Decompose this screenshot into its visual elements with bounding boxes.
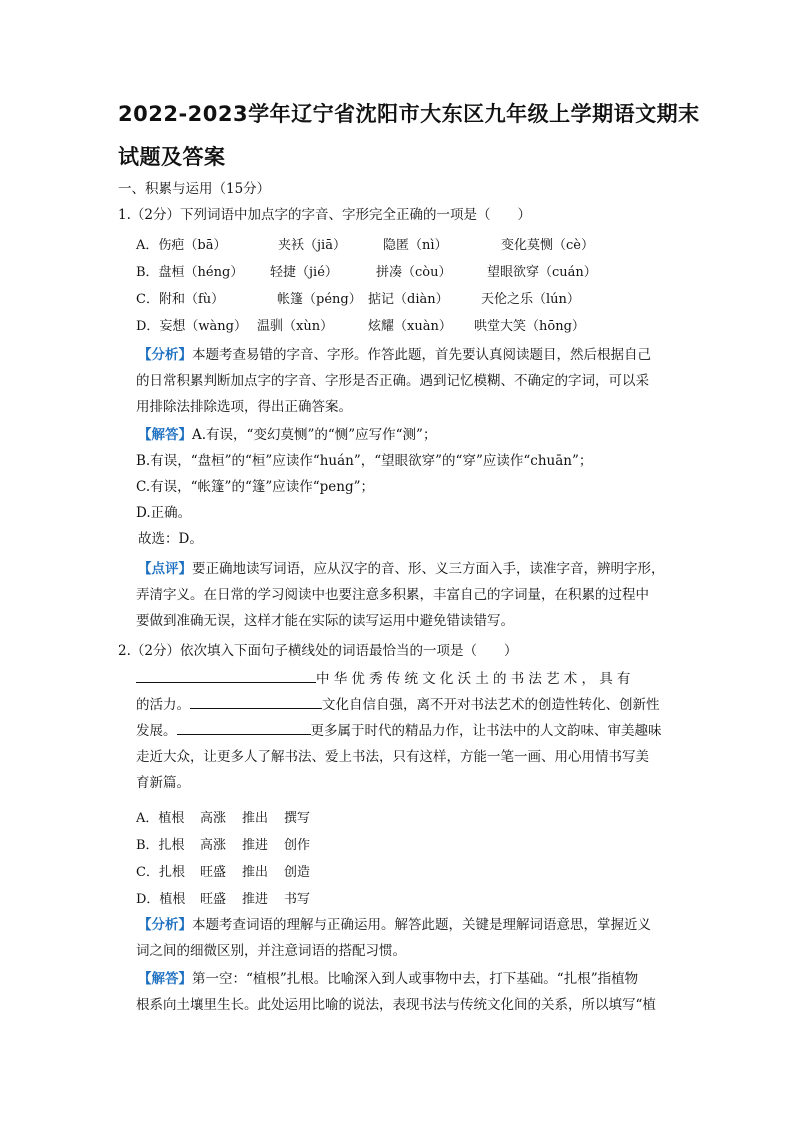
q1-answer-line-b: B.有误，“盘桓”的“桓”应读作“huán”，“望眼欲穿”的“穿”应读作“chuān”； xyxy=(136,453,593,469)
section-heading: 一、积累与运用（15分） xyxy=(118,181,271,197)
q1-comment xyxy=(136,556,676,634)
q2-answer-tag: 【解答】 xyxy=(138,971,192,987)
q1-comment-line-3: 要做到准确无误，这样才能在实际的读写运用中避免错读错写。 xyxy=(136,613,514,629)
q1-stem: 1.（2分）下列词语中加点字的字音、字形完全正确的一项是（ ） xyxy=(118,207,531,223)
q2-stem: 2.（2分）依次填入下面句子横线处的词语最恰当的一项是（ ） xyxy=(118,643,518,659)
q1-option-c-word-1: C．附和（fù） xyxy=(136,292,225,307)
q1-comment-tag: 【点评】 xyxy=(138,561,192,577)
q2-option-d-word-2: 旺盛 xyxy=(200,892,227,907)
q2-passage-line-2a: 的活力。 xyxy=(136,697,190,713)
q2-passage-line-3a: 发展。 xyxy=(136,723,177,739)
q2-answer xyxy=(136,966,676,1018)
q2-option-b-word-3: 推进 xyxy=(242,838,269,853)
q2-option-d-word-3: 推进 xyxy=(242,892,269,907)
q1-comment-line-2: 弄清字义。在日常的学习阅读中也要注意多积累，丰富自己的字词量，在积累的过程中 xyxy=(136,587,649,603)
q2-option-a-word-4: 撰写 xyxy=(284,811,311,826)
q2-option-b-word-2: 高涨 xyxy=(200,838,227,853)
q2-option-b-word-4: 创作 xyxy=(284,838,311,853)
q2-passage-line-5: 育新篇。 xyxy=(136,775,190,791)
q1-answer-line-a: A.有误，“变幻莫恻”的“恻”应写作“测”； xyxy=(192,427,437,443)
q1-option-b-word-2: 轻捷（jié） xyxy=(270,265,338,280)
q1-answer-line-c: C.有误，“帐篷”的“篷”应读作“peng”； xyxy=(136,479,375,495)
q1-option-c-word-2: 帐篷（péng） xyxy=(277,292,362,307)
q2-blank-2 xyxy=(190,694,322,709)
q2-option-a-word-1: A．植根 xyxy=(136,811,185,826)
q1-option-a-word-2: 夹袄（jiā） xyxy=(278,238,346,253)
q1-option-a-word-1: A．伤疤（bā） xyxy=(136,238,227,253)
q1-option-b-word-4: 望眼欲穿（cuán） xyxy=(487,265,597,280)
q2-blank-1 xyxy=(136,668,316,683)
q1-comment-line-1: 要正确地读写词语，应从汉字的音、形、义三方面入手，读准字音，辨明字形， xyxy=(192,561,665,577)
q1-analysis-line-1: 本题考查易错的字音、字形。作答此题，首先要认真阅读题目，然后根据自己 xyxy=(192,347,651,363)
q2-option-a-word-2: 高涨 xyxy=(200,811,227,826)
q1-option-c-word-3: 掂记（diàn） xyxy=(368,292,449,307)
q2-answer-line-1: 第一空：“植根”扎根。比喻深入到人或事物中去，打下基础。“扎根”指植物 xyxy=(192,971,639,987)
q2-option-d-word-1: D．植根 xyxy=(136,892,186,907)
q2-option-c-word-2: 旺盛 xyxy=(200,865,227,880)
document-title-line-1: 2022-2023学年辽宁省沈阳市大东区九年级上学期语文期末 xyxy=(118,102,700,126)
q1-option-d-word-2: 温驯（xùn） xyxy=(257,319,334,334)
document-title-line-2: 试题及答案 xyxy=(118,145,226,169)
q2-option-c-word-4: 创造 xyxy=(284,865,311,880)
q1-option-a-word-3: 隐匿（nì） xyxy=(383,238,448,253)
q2-option-c-word-3: 推出 xyxy=(242,865,269,880)
q2-answer-line-2: 根系向土壤里生长。此处运用比喻的说法，表现书法与传统文化间的关系，所以填写“植 xyxy=(136,997,656,1013)
q1-answer xyxy=(136,422,676,552)
q2-passage-line-3b: 更多属于时代的精品力作，让书法中的人文韵味、审美趣味 xyxy=(310,723,662,739)
q1-option-d-word-3: 炫耀（xuàn） xyxy=(368,319,452,334)
q1-answer-tag: 【解答】 xyxy=(138,427,192,443)
q1-analysis-line-3: 用排除法排除选项，得出正确答案。 xyxy=(136,399,352,415)
q1-answer-line-d: D.正确。 xyxy=(136,505,192,521)
q2-passage-line-4: 走近大众，让更多人了解书法、爱上书法，只有这样，方能一笔一画、用心用情书写美 xyxy=(136,749,649,765)
q2-analysis xyxy=(136,912,676,964)
q2-passage-line-2b: 文化自信自强，离不开对书法艺术的创造性转化、创新性 xyxy=(322,697,660,713)
q2-analysis-tag: 【分析】 xyxy=(138,917,192,933)
q2-passage-line-1: 中华优秀传统文化沃土的书法艺术，具有 xyxy=(316,671,635,687)
q2-blank-3 xyxy=(177,720,311,735)
q2-passage xyxy=(136,666,676,796)
q2-analysis-line-2: 词之间的细微区别，并注意词语的搭配习惯。 xyxy=(136,943,406,959)
q2-option-c-word-1: C．扎根 xyxy=(136,865,185,880)
q1-analysis-tag: 【分析】 xyxy=(138,347,192,363)
q1-analysis-line-2: 的日常积累判断加点字的字音、字形是否正确。遇到记忆模糊、不确定的字词，可以采 xyxy=(136,373,649,389)
q1-option-b-word-1: B．盘桓（héng） xyxy=(136,265,244,280)
q2-option-d-word-4: 书写 xyxy=(284,892,311,907)
q1-option-d-word-1: D．妄想（wàng） xyxy=(136,319,247,334)
q2-option-a-word-3: 推出 xyxy=(242,811,269,826)
q1-choice: 故选：D。 xyxy=(138,531,203,547)
q1-option-a-word-4: 变化莫恻（cè） xyxy=(501,238,594,253)
q1-option-d-word-4: 哄堂大笑（hōng） xyxy=(474,319,585,334)
q1-option-b-word-3: 拼凑（còu） xyxy=(376,265,452,280)
q1-analysis xyxy=(136,342,676,420)
q2-analysis-line-1: 本题考查词语的理解与正确运用。解答此题，关键是理解词语意思，掌握近义 xyxy=(192,917,651,933)
q2-option-b-word-1: B．扎根 xyxy=(136,838,185,853)
q1-option-c-word-4: 天伦之乐（lún） xyxy=(481,292,580,307)
